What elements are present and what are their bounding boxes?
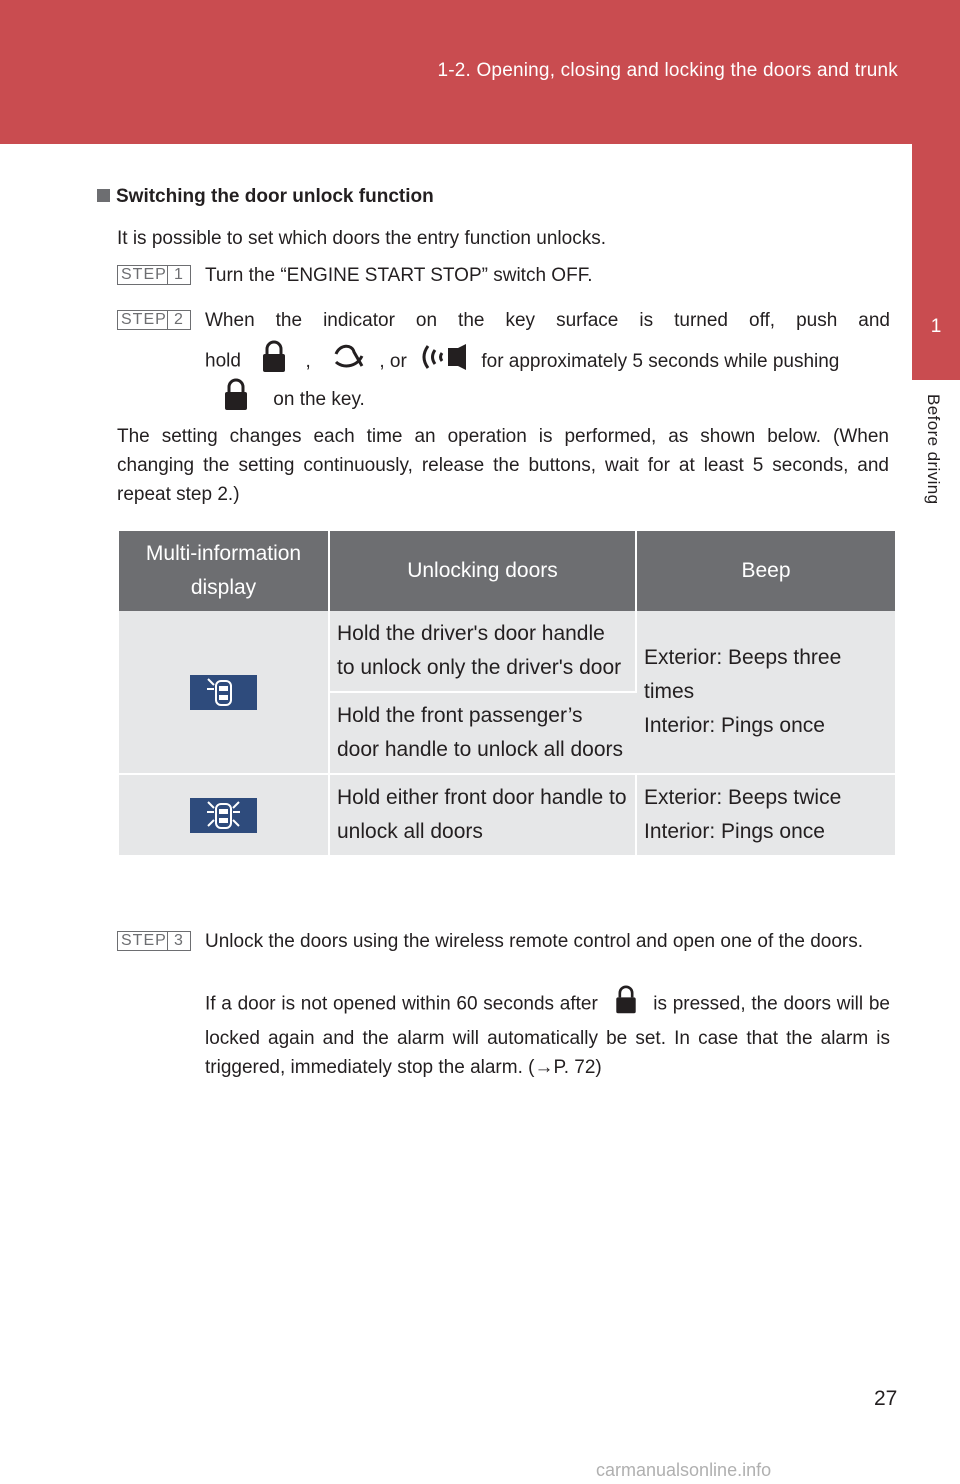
driver-door-display-icon [190,675,257,710]
section-heading [97,186,434,208]
step-3-line1: Unlock the doors using the wireless remote control and open one of the doors. [205,931,863,952]
header-title: 1-2. Opening, closing and locking the doors and trunk [437,60,898,81]
table-cell-beep: Exterior: Beeps three times Interior: Pings once [636,611,895,774]
section-title: Switching the door unlock function [116,186,434,207]
table-cell-beep: Exterior: Beeps twice Interior: Pings once [636,774,895,856]
step-2-line2: hold , , or for approximately 5 seconds while pushing [205,340,890,383]
section-bullet-icon [97,189,110,202]
table-cell-display [119,611,329,774]
chapter-label: Before driving [924,394,943,505]
all-doors-display-icon [190,798,257,833]
step-2-line3: on the key. [222,378,862,421]
step-2-line1: When the indicator on the key surface is turned off, push and [205,310,890,331]
table-header-row [119,531,895,611]
table-row [119,611,895,692]
table-header-cell: Unlocking doors [329,531,636,611]
table-row [119,774,895,856]
page-number: 27 [874,1387,898,1410]
chapter-tab [912,144,960,380]
lock-icon [260,340,288,383]
step-2-badge: STEP 2 [117,310,191,330]
panic-icon [418,342,470,381]
table-cell-unlocking: Hold either front door handle to unlock all doors [329,774,636,856]
step-1-badge: STEP 1 [117,265,191,285]
settings-table [119,531,895,857]
page-header [0,0,960,144]
unlock-icon [332,342,370,381]
table-cell-unlocking: Hold the front passenger’s door handle to unlock all doors [329,692,636,774]
lock-icon [222,378,250,421]
table-header-cell: Multi-information display [119,531,329,611]
lock-icon [612,985,640,1024]
watermark: carmanualsonline.info [596,1460,772,1480]
table-cell-unlocking: Hold the driver's door handle to unlock only the driver's door [329,611,636,692]
table-cell-display [119,774,329,856]
chapter-number: 1 [930,316,942,337]
intro-text: It is possible to set which doors the entry function unlocks. [117,228,606,249]
step-1-text: Turn the “ENGINE START STOP” switch OFF. [205,265,593,286]
table-header-cell: Beep [636,531,895,611]
step-3-line2: If a door is not opened within 60 seconds after is pressed, the doors will be locked again and the alarm will automatically be set. In case that the alarm is triggered, immediately stop the alarm. (→P. 72) [205,985,890,1082]
step-3-badge: STEP 3 [117,931,191,951]
note-text: The setting changes each time an operation is performed, as shown below. (When changing the setting continuously, release the buttons, wait for at least 5 seconds, and repeat step 2.) [117,426,889,505]
